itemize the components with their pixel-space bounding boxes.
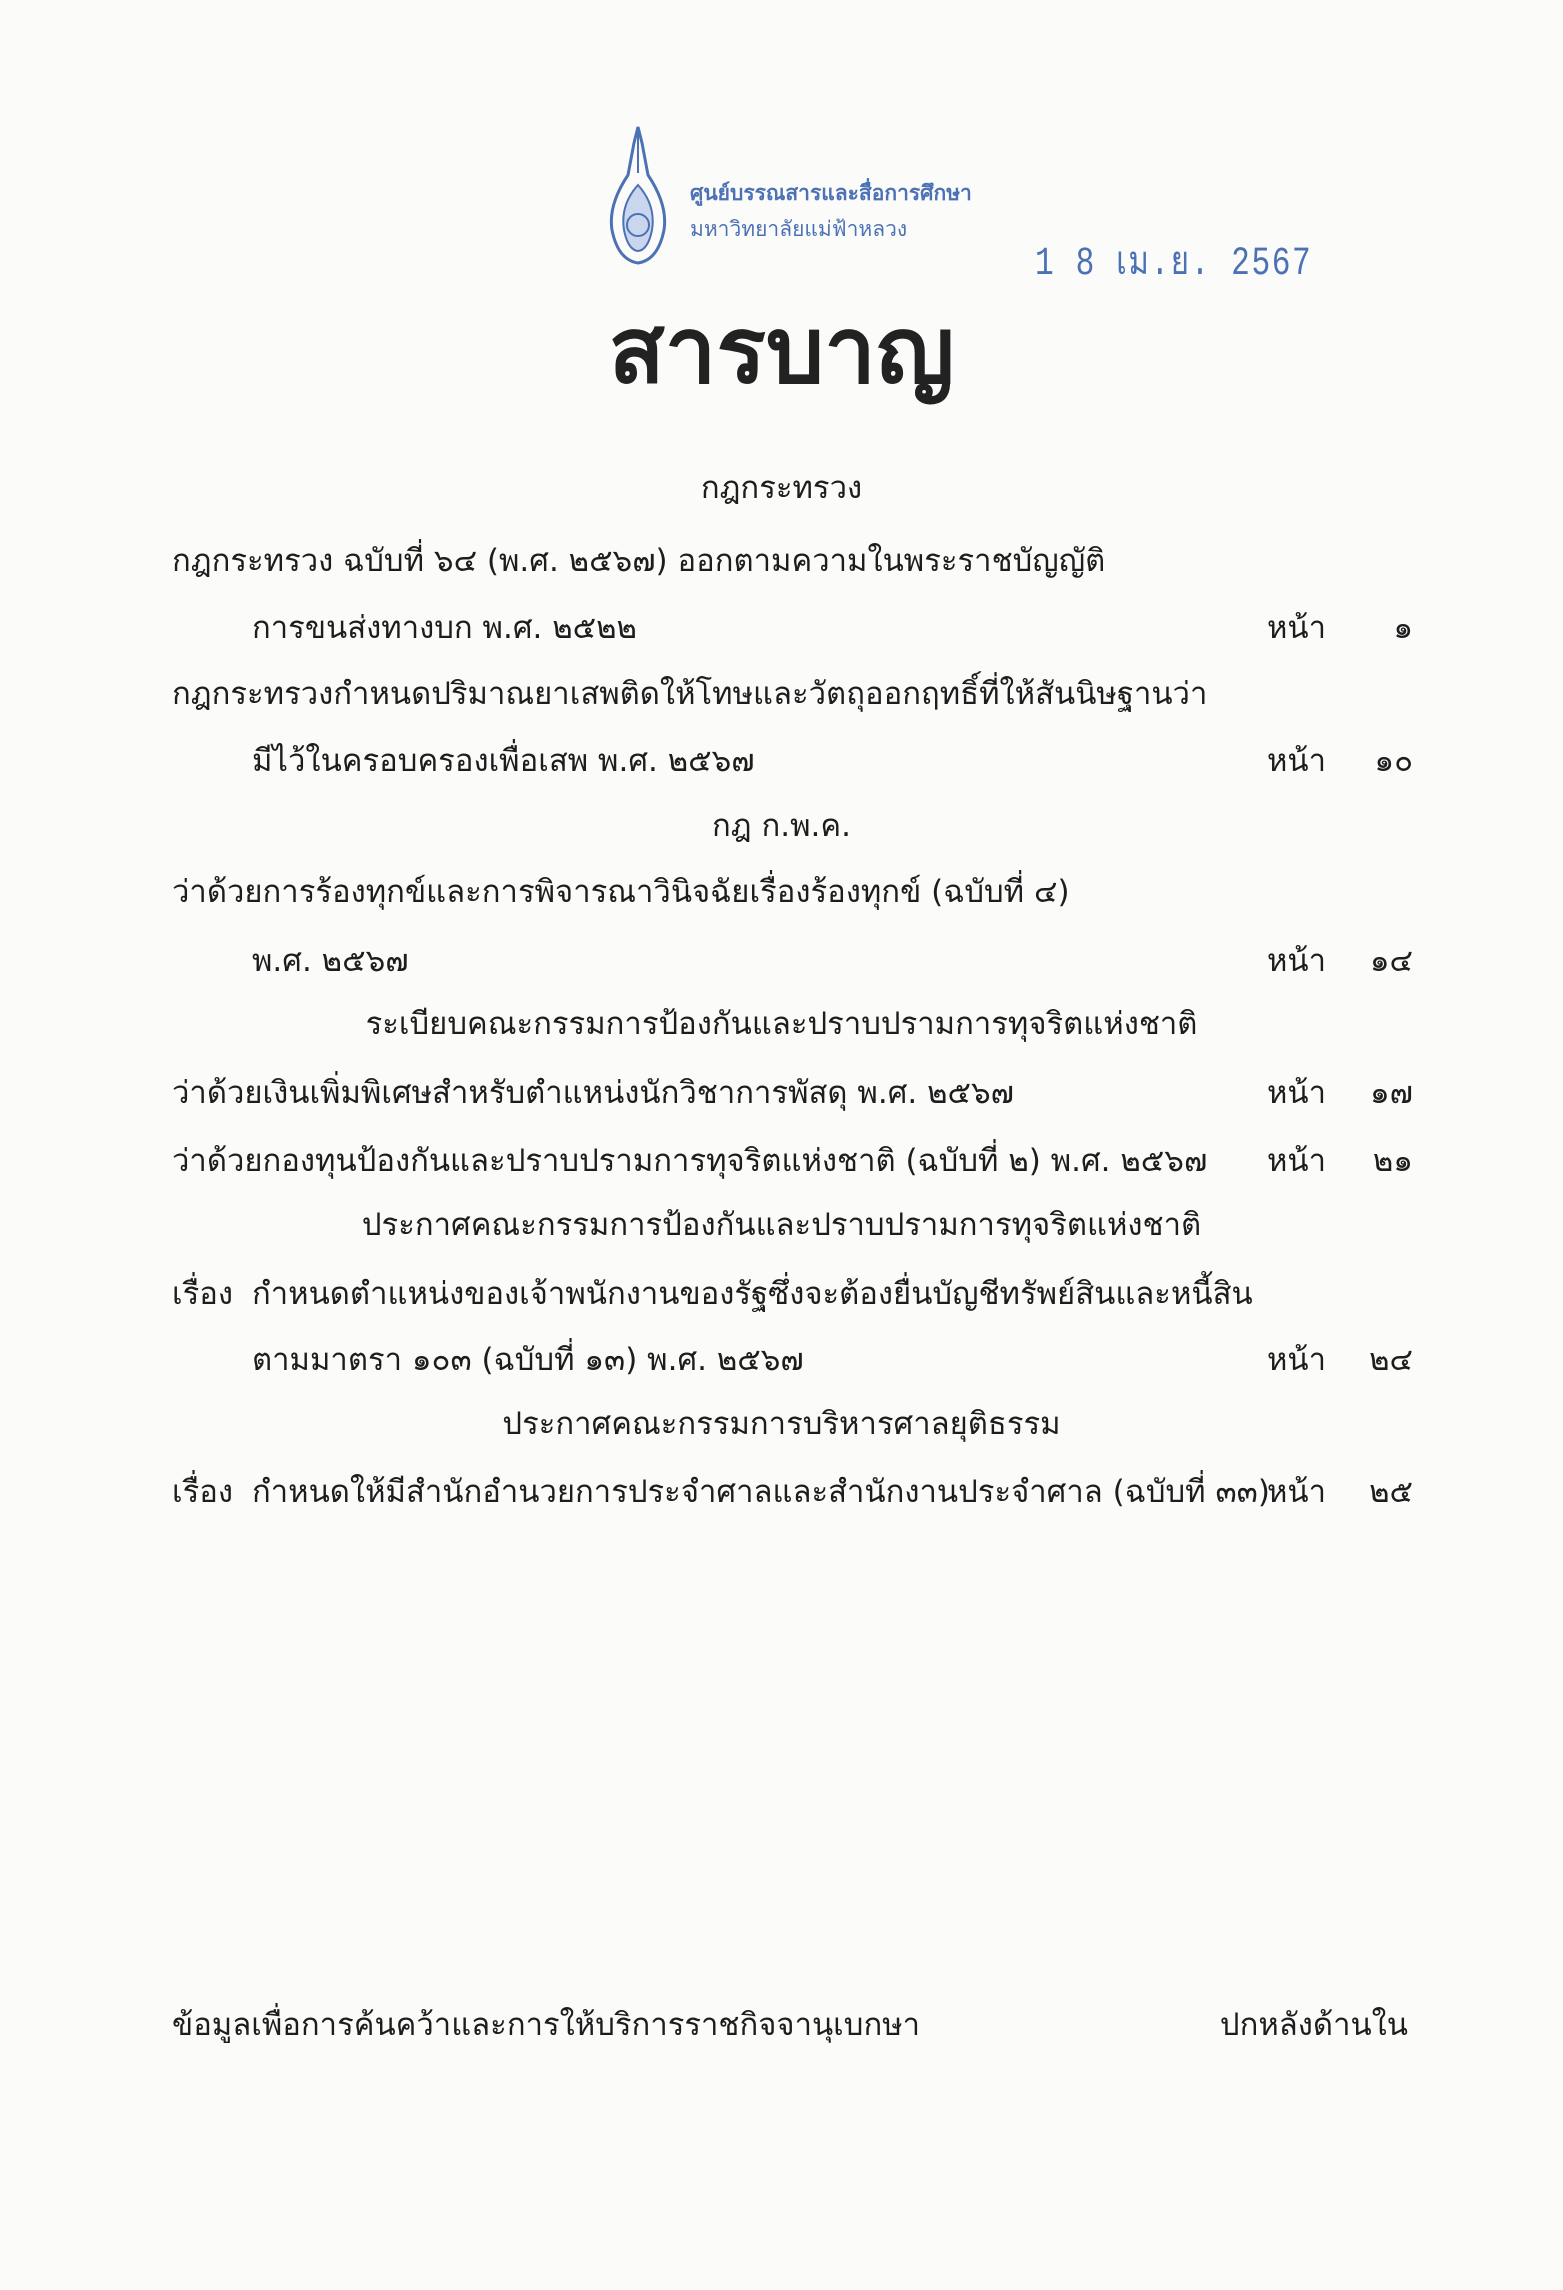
page-label: หน้า xyxy=(1267,743,1327,779)
page-number: ๑๗ xyxy=(1370,1075,1413,1111)
stamp-date: 1 8 เม.ย. 2567 xyxy=(1035,242,1313,287)
page-number: ๑ xyxy=(1393,610,1413,646)
library-stamp xyxy=(598,125,1098,270)
page-title: สารบาญ xyxy=(608,296,955,404)
page-label: หน้า xyxy=(1267,1143,1327,1179)
entry-prefix: เรื่อง xyxy=(172,1276,234,1312)
section-heading: กฎ ก.พ.ค. xyxy=(712,808,851,844)
entry-line: กำหนดให้มีสำนักอำนวยการประจำศาลและสำนักงานประจำศาล (ฉบับที่ ๓๓) xyxy=(252,1474,1270,1510)
university-emblem-icon xyxy=(598,125,678,270)
entry-line: กฎกระทรวงกำหนดปริมาณยาเสพติดให้โทษและวัตถุออกฤทธิ์ที่ให้สันนิษฐานว่า xyxy=(172,676,1208,712)
entry-line: ตามมาตรา ๑๐๓ (ฉบับที่ ๑๓) พ.ศ. ๒๕๖๗ xyxy=(252,1342,804,1378)
entry-line: มีไว้ในครอบครองเพื่อเสพ พ.ศ. ๒๕๖๗ xyxy=(252,743,755,779)
entry-line: ว่าด้วยการร้องทุกข์และการพิจารณาวินิจฉัยเรื่องร้องทุกข์ (ฉบับที่ ๔) xyxy=(172,874,1070,910)
entry-line: การขนส่งทางบก พ.ศ. ๒๕๒๒ xyxy=(252,610,637,646)
entry-line: กำหนดตำแหน่งของเจ้าพนักงานของรัฐซึ่งจะต้องยื่นบัญชีทรัพย์สินและหนี้สิน xyxy=(252,1276,1253,1312)
page-number: ๒๑ xyxy=(1372,1143,1413,1179)
entry-line: ว่าด้วยกองทุนป้องกันและปราบปรามการทุจริตแห่งชาติ (ฉบับที่ ๒) พ.ศ. ๒๕๖๗ xyxy=(172,1143,1208,1179)
section-heading: ประกาศคณะกรรมการป้องกันและปราบปรามการทุจริตแห่งชาติ xyxy=(361,1207,1202,1243)
page-number: ๒๔ xyxy=(1369,1342,1413,1378)
footer-source-note: ข้อมูลเพื่อการค้นคว้าและการให้บริการราชกิจจานุเบกษา xyxy=(172,2007,921,2043)
page-label: หน้า xyxy=(1267,1474,1327,1510)
stamp-org-name: ศูนย์บรรณสารและสื่อการศึกษา xyxy=(690,181,972,205)
page-label: หน้า xyxy=(1267,1075,1327,1111)
stamp-university-name: มหาวิทยาลัยแม่ฟ้าหลวง xyxy=(690,217,908,241)
page-label: หน้า xyxy=(1267,1342,1327,1378)
page-number: ๑๔ xyxy=(1369,943,1413,979)
footer-page-position: ปกหลังด้านใน xyxy=(1219,2007,1408,2043)
section-heading: ระเบียบคณะกรรมการป้องกันและปราบปรามการทุจริตแห่งชาติ xyxy=(365,1006,1198,1042)
entry-line: ว่าด้วยเงินเพิ่มพิเศษสำหรับตำแหน่งนักวิชาการพัสดุ พ.ศ. ๒๕๖๗ xyxy=(172,1075,1014,1111)
entry-prefix: เรื่อง xyxy=(172,1474,234,1510)
section-heading: กฎกระทรวง xyxy=(700,470,863,506)
page-number: ๑๐ xyxy=(1374,743,1413,779)
page-label: หน้า xyxy=(1267,943,1327,979)
entry-line: พ.ศ. ๒๕๖๗ xyxy=(252,943,409,979)
page-label: หน้า xyxy=(1267,610,1327,646)
page-number: ๒๕ xyxy=(1369,1474,1413,1510)
section-heading: ประกาศคณะกรรมการบริหารศาลยุติธรรม xyxy=(502,1406,1061,1442)
entry-line: กฎกระทรวง ฉบับที่ ๖๔ (พ.ศ. ๒๕๖๗) ออกตามความในพระราชบัญญัติ xyxy=(172,543,1106,579)
